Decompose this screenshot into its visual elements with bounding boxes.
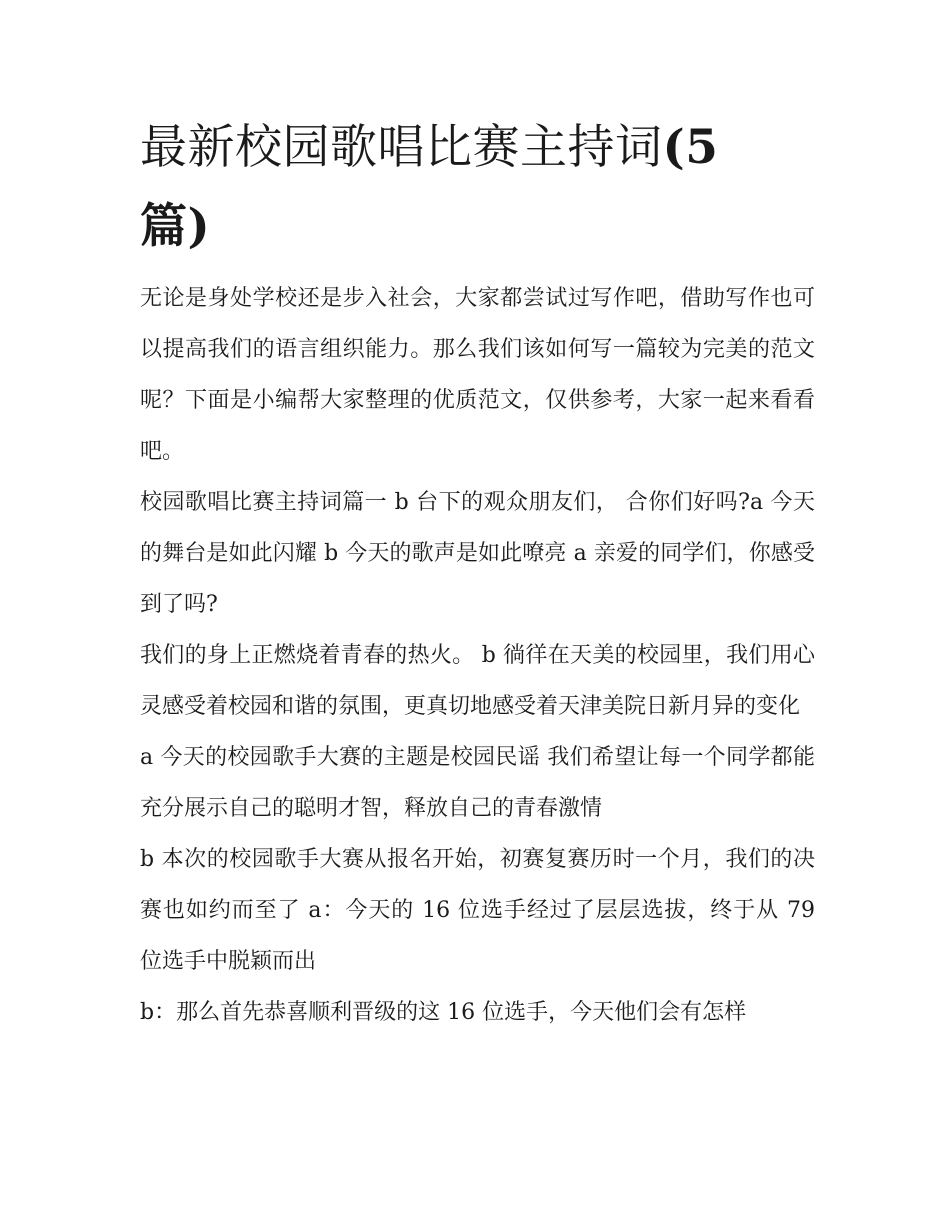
paragraph-opening: 校园歌唱比赛主持词篇一 b 台下的观众朋友们， 合你们好吗?a 今天的舞台是如此闪耀 b 今天的歌声是如此嘹亮 a 亲爱的同学们，你感受到了吗? — [140, 490, 815, 617]
paragraph-theme: a 今天的校园歌手大赛的主题是校园民谣 我们希望让每一个同学都能充分展示自己的聪明才智，释放自己的青春激情 — [140, 745, 815, 821]
paragraph-contestants: b：那么首先恭喜顺利晋级的这 16 位选手，今天他们会有怎样 — [140, 1000, 747, 1025]
document-body — [140, 273, 815, 1038]
paragraph-intro: 无论是身处学校还是步入社会，大家都尝试过写作吧，借助写作也可以提高我们的语言组织能力。那么我们该如何写一篇较为完美的范文呢？下面是小编帮大家整理的优质范文，仅供参考，大家一起来看看吧。 — [140, 286, 815, 464]
paragraph-youth: 我们的身上正燃烧着青春的热火。 b 徜徉在天美的校园里，我们用心灵感受着校园和谐的氛围，更真切地感受着天津美院日新月异的变化 — [140, 643, 815, 719]
paragraph-competition: b 本次的校园歌手大赛从报名开始，初赛复赛历时一个月，我们的决赛也如约而至了 a：今天的 16 位选手经过了层层选拔，终于从 79 位选手中脱颖而出 — [140, 847, 815, 974]
document-page — [140, 108, 815, 1038]
document-title-main: 最新校园歌唱比赛主持词 — [140, 120, 663, 175]
document-title-suffix: (5篇) — [140, 120, 719, 254]
document-title — [140, 108, 780, 266]
